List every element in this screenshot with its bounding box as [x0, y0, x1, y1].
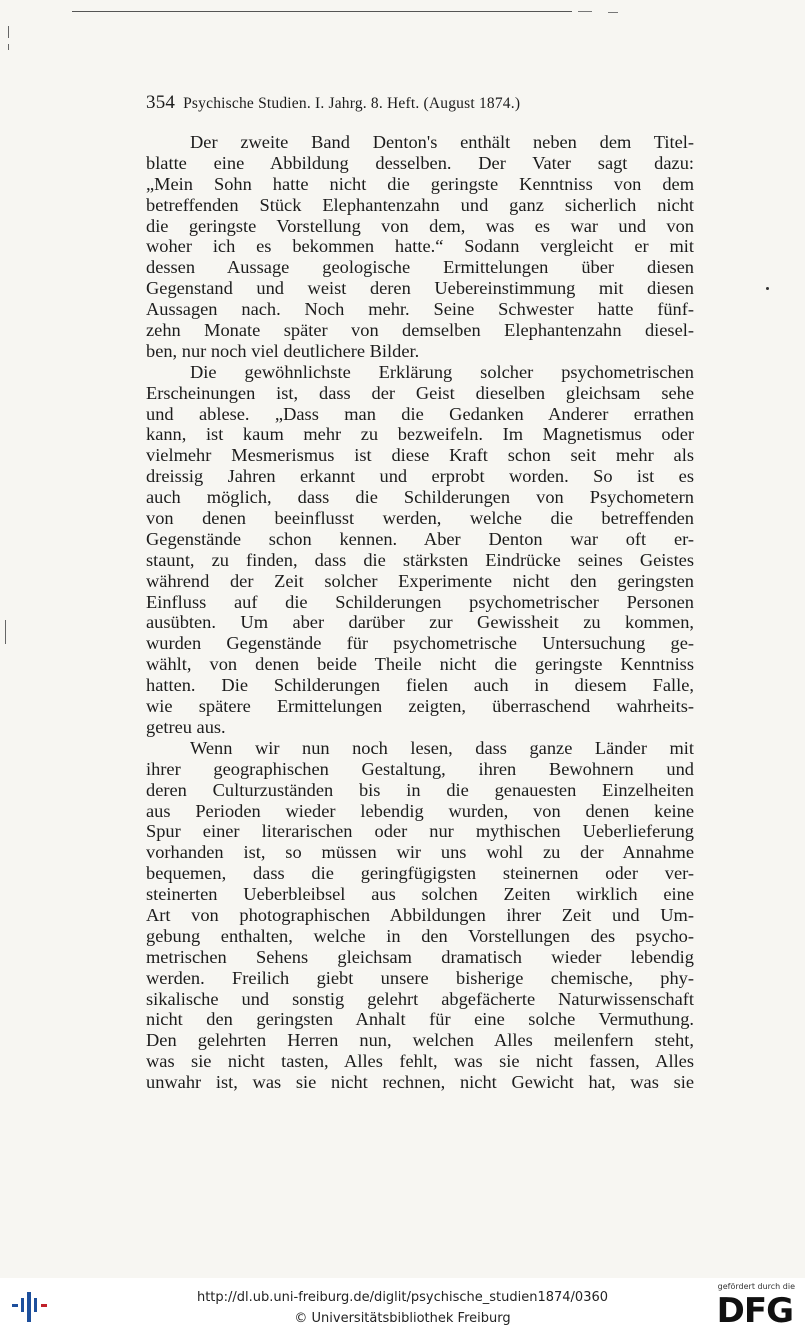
text-line: die geringste Vorstellung von dem, was es war und von [146, 215, 694, 236]
text-line: von denen beeinflusst werden, welche die betreffenden [146, 508, 694, 529]
text-line: „Mein Sohn hatte nicht die geringste Kenntniss von dem [146, 173, 694, 194]
text-line: Der zweite Band Denton's enthält neben dem Titel- [190, 132, 694, 152]
edge-mark [8, 26, 9, 38]
text-line: ihrer geographischen Gestaltung, ihren Bewohnern und [146, 758, 694, 779]
text-line: Die gewöhnlichste Erklärung solcher psychometrischen [190, 361, 694, 382]
text-line: kann, ist kaum mehr zu bezweifeln. Im Magnetismus oder [146, 424, 694, 445]
text-line: unwahr ist, was sie nicht rechnen, nicht Gewicht hat, was sie [146, 1072, 694, 1093]
edge-mark [8, 44, 9, 50]
text-line: betreffenden Stück Elephantenzahn und ganz sicherlich nicht [146, 194, 694, 215]
top-rule-fragment [578, 11, 592, 12]
text-line: Den gelehrten Herren nun, welchen Alles meilenfern steht, [146, 1030, 694, 1051]
text-line: aus Perioden wieder lebendig wurden, von denen keine [146, 800, 694, 821]
text-line: deren Culturzuständen bis in die genauesten Einzelheiten [146, 779, 694, 800]
text-line: metrischen Sehens gleichsam dramatisch wieder lebendig [146, 946, 694, 967]
text-line: Wenn wir nun noch lesen, dass ganze Länder mit [190, 737, 694, 758]
text-line: vorhanden ist, so müssen wir uns wohl zu der Annahme [146, 842, 694, 863]
text-line: dessen Aussage geologische Ermittelungen über diesen [146, 257, 694, 278]
text-line: zehn Monate später von demselben Elephantenzahn diesel- [146, 320, 694, 341]
text-line: wählt, von denen beide Theile nicht die geringste Kenntniss [146, 654, 694, 675]
text-line: getreu aus. [146, 716, 226, 737]
running-title: Psychische Studien. I. Jahrg. 8. Heft. (August 1874.) [183, 95, 521, 112]
text-line: wurden Gegenstände für psychometrische Untersuchung ge- [146, 633, 694, 654]
text-line: und ablese. „Dass man die Gedanken Anderer errathen [146, 403, 694, 424]
text-line: gebung enthalten, welche in den Vorstellungen des psycho- [146, 925, 694, 946]
text-line: woher ich es bekommen hatte.“ Sodann vergleicht er mit [146, 236, 694, 257]
text-line: bequemen, dass die geringfügigsten steinernen oder ver- [146, 863, 694, 884]
text-line: Erscheinungen ist, dass der Geist dieselben gleichsam sehe [146, 382, 694, 403]
text-line: wie spätere Ermittelungen zeigten, überraschend wahrheits- [146, 696, 694, 717]
text-line: vielmehr Mesmerismus ist diese Kraft schon seit mehr als [146, 445, 694, 466]
text-line: blatte eine Abbildung desselben. Der Vater sagt dazu: [146, 152, 694, 173]
text-line: auch möglich, dass die Schilderungen von Psychometern [146, 487, 694, 508]
text-line: Spur einer literarischen oder nur mythischen Ueberlieferung [146, 821, 694, 842]
top-rule-fragment [608, 12, 618, 13]
copyright-text: © Universitätsbibliothek Freiburg [294, 1311, 511, 1326]
text-line: steinerten Ueberbleibsel aus solchen Zeiten wirklich eine [146, 884, 694, 905]
stray-mark [766, 287, 769, 290]
text-line: was sie nicht tasten, Alles fehlt, was sie nicht fassen, Alles [146, 1051, 694, 1072]
text-line: sikalische und sonstig gelehrt abgefächerte Naturwissenschaft [146, 988, 694, 1009]
dfg-note: gefördert durch die [717, 1282, 795, 1291]
text-line: Einfluss auf die Schilderungen psychometrischer Personen [146, 591, 694, 612]
text-line: während der Zeit solcher Experimente nicht den geringsten [146, 570, 694, 591]
running-header [146, 92, 694, 114]
text-line: Art von photographischen Abbildungen ihrer Zeit und Um- [146, 904, 694, 925]
text-line: Aussagen nach. Noch mehr. Seine Schwester hatte fünf- [146, 299, 694, 320]
dfg-logo: DFG [716, 1291, 793, 1331]
top-rule [72, 11, 572, 12]
text-line: staunt, zu finden, dass die stärksten Eindrücke seines Geistes [146, 549, 694, 570]
text-line: dreissig Jahren erkannt und erprobt worden. So ist es [146, 466, 694, 487]
body-text [146, 132, 694, 1093]
text-line: nicht den geringsten Anhalt für eine solche Vermuthung. [146, 1009, 694, 1030]
text-line: Gegenstand und weist deren Uebereinstimmung mit diesen [146, 278, 694, 299]
text-line: Gegenstände schon kennen. Aber Denton war oft er- [146, 528, 694, 549]
footer-bar [0, 1278, 805, 1333]
text-line: ausübten. Um aber darüber zur Gewissheit zu kommen, [146, 612, 694, 633]
text-line: hatten. Die Schilderungen fielen auch in diesem Falle, [146, 675, 694, 696]
page-number: 354 [146, 92, 176, 113]
source-url-link[interactable]: http://dl.ub.uni-freiburg.de/diglit/psychische_studien1874/0360 [196, 1290, 609, 1305]
text-line: werden. Freilich giebt unsere bisherige chemische, phy- [146, 967, 694, 988]
text-line: ben, nur noch viel deutlichere Bilder. [146, 340, 420, 361]
edge-mark [5, 620, 6, 644]
